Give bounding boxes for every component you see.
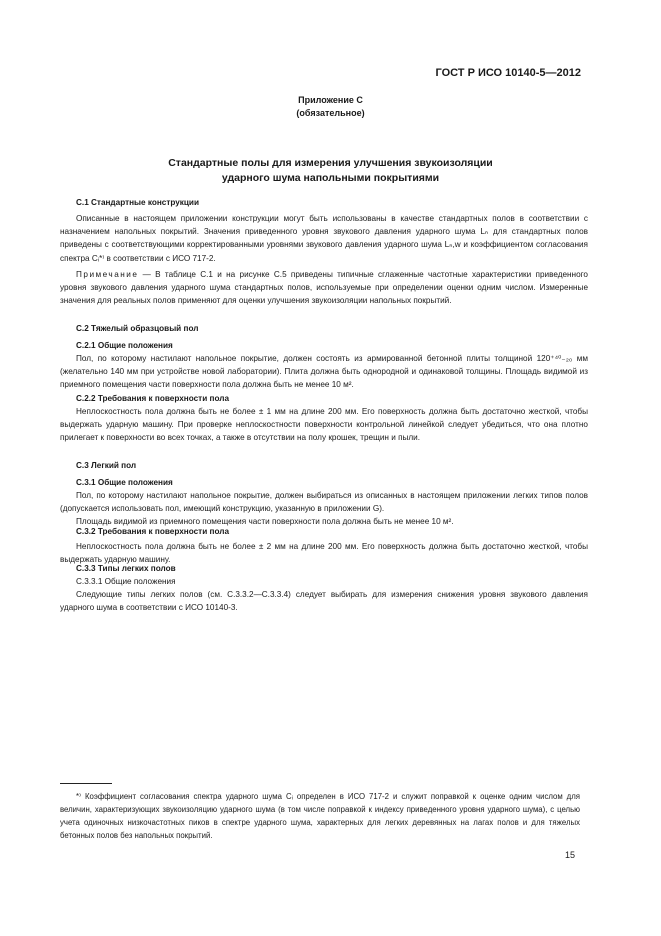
section-c32-heading: С.3.2 Требования к поверхности пола — [76, 527, 229, 536]
footnote-marker: *⁾ — [76, 792, 81, 801]
section-c32-text: Неплоскостность пола должна быть не более ± 2 мм на длине 200 мм. Его поверхность должна быть достаточно жесткой, чтобы выдержать ударную машину. — [60, 542, 588, 565]
document-header: ГОСТ Р ИСО 10140-5—2012 — [435, 67, 581, 79]
footnote — [60, 790, 580, 842]
section-c22-heading: С.2.2 Требования к поверхности пола — [76, 394, 229, 403]
section-c1-heading: С.1 Стандартные конструкции — [76, 198, 199, 207]
section-c22-text: Неплоскостность пола должна быть не более ± 1 мм на длине 200 мм. Его поверхность должна быть достаточно жесткой, чтобы выдержать ударную машину. При проверке неплоскостности поверхности контрольной линейкой следует убедиться, что она плотно прилегает к поверхности во всех точках, а также в отсутствии на полу крошек, трещин и пыли. — [60, 407, 588, 443]
section-c33-heading: С.3.3 Типы легких полов — [76, 564, 176, 573]
section-c31-text: Пол, по которому настилают напольное покрытие, должен выбираться из описанных в настоящем приложении легких типов полов (допускается использовать пол, имеющий конструкцию, указанную в приложении G). — [60, 491, 588, 514]
section-c21-heading: С.2.1 Общие положения — [76, 341, 173, 350]
section-c331-heading: С.3.3.1 Общие положения — [76, 577, 176, 586]
page-title-line1: Стандартные полы для измерения улучшения звукоизоляции — [168, 157, 493, 169]
section-c3-heading: С.3 Легкий пол — [76, 461, 137, 470]
note-text: — В таблице С.1 и на рисунке С.5 приведены типичные сглаженные частотные характеристики приведенного уровня звукового давления ударного шума стандартных полов, используемые при определении оценки одним числом. Измеренные значения для реальных полов применяют для оценки улучшения звукоизоляции напольных покрытий. — [60, 270, 588, 306]
note-paragraph — [60, 268, 588, 308]
annex-title: Приложение С — [298, 95, 363, 105]
page-title-line2: ударного шума напольными покрытиями — [221, 172, 440, 184]
note-label: Примечание — [76, 270, 139, 279]
section-c31-text2: Площадь видимой из приемного помещения части поверхности пола должна быть не менее 10 м². — [76, 517, 454, 526]
section-c21-text: Пол, по которому настилают напольное покрытие, должен состоять из армированной бетонной плиты толщиной 120⁺⁴⁰₋₂₀ мм (желательно 140 мм при устройстве новой лаборатории). Плита должна быть однородной и одинаковой толщины. Площадь видимой из приемного помещения части поверхности пола должна быть не менее 10 м². — [60, 354, 588, 390]
footnote-divider — [60, 783, 112, 784]
section-c31-heading: С.3.1 Общие положения — [76, 478, 173, 487]
annex-status: (обязательное) — [296, 108, 365, 118]
section-c2-heading: С.2 Тяжелый образцовый пол — [76, 324, 199, 333]
footnote-text: Коэффициент согласования спектра ударного шума Cᵢ определен в ИСО 717-2 и служит поправкой к оценке одним числом для величин, характеризующих звукоизоляцию ударного шума (в том числе поправкой к индексу приведенного уровня ударного шума), с целью учета одиночных низкочастотных пиков в спектре ударного шума, характерных для легких деревянных на лагах полов и для тяжелых бетонных полов без напольных покрытий. — [60, 792, 581, 840]
section-c1-paragraph: Описанные в настоящем приложении конструкции могут быть использованы в качестве стандартных полов в соответствии с назначением напольных покрытий. Значения приведенного уровня звукового давления ударного шума Lₙ для стандартных полов приведены с соответствующими корректированными уровнями звукового давления ударного шума Lₙ,w и коэффициентом согласования спектра Cᵢ*⁾ в соответствии с ИСО 717-2. — [60, 214, 588, 263]
page-number: 15 — [564, 850, 575, 860]
section-c331-text: Следующие типы легких полов (см. С.3.3.2—С.3.3.4) следует выбирать для измерения снижения уровня звукового давления ударного шума в соответствии с ИСО 10140-3. — [60, 590, 588, 613]
